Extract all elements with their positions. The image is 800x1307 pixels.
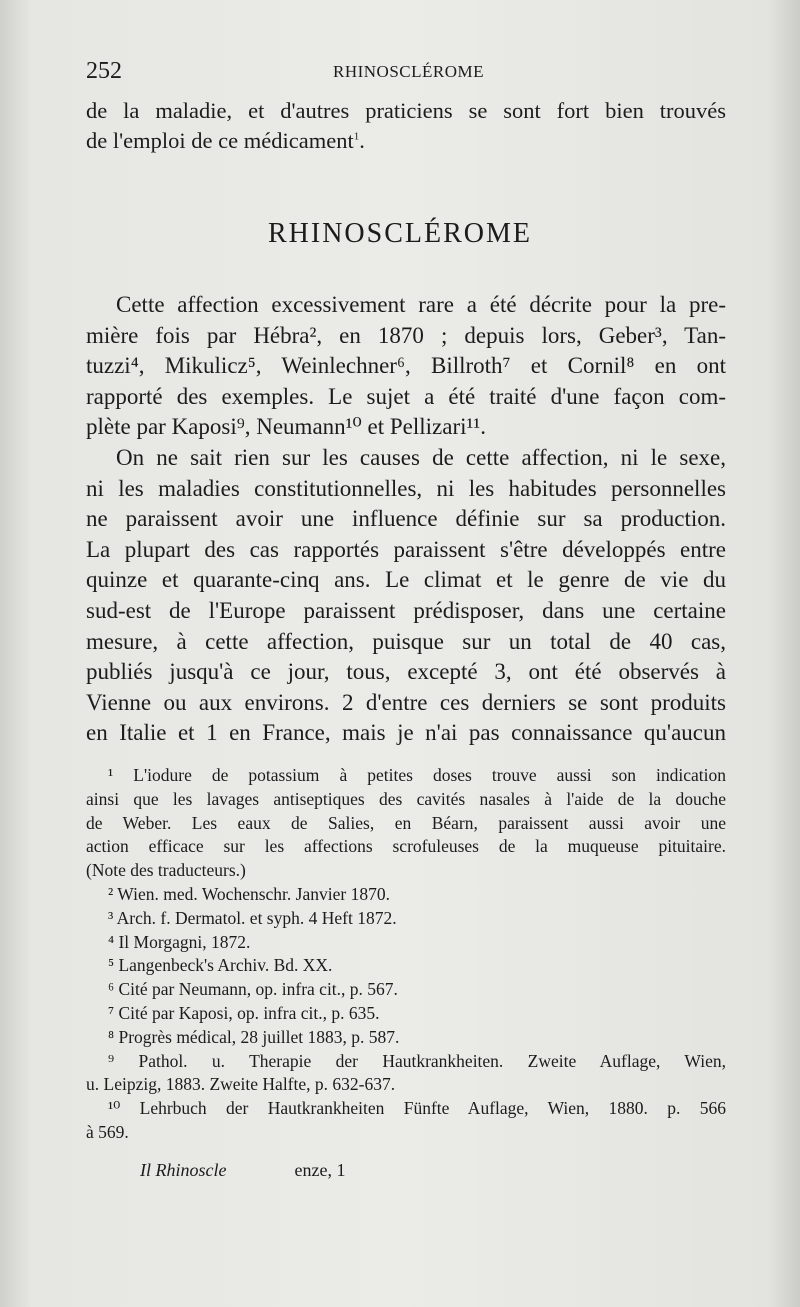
text-line: tuzzi⁴, Mikulicz⁵, Weinlechner⁶, Billroth⁷ et Cornil⁸ en ont xyxy=(86,353,726,379)
footnote-line: ainsi que les lavages antiseptiques des cavités nasales à l'aide de la douche xyxy=(86,788,726,809)
footnote-line: ⁸ Progrès médical, 28 juillet 1883, p. 587. xyxy=(108,1026,400,1047)
text-line: de l'emploi de ce médicament$^1$. xyxy=(86,128,365,153)
footnote-line: ⁵ Langenbeck's Archiv. Bd. XX. xyxy=(108,955,333,976)
text-line: Cette affection excessivement rare a été décrite pour la pre- xyxy=(116,292,726,317)
text-line-content: de l'emploi de ce médicament xyxy=(86,128,354,153)
text-line: de la maladie, et d'autres praticiens se sont fort bien trouvés xyxy=(86,98,726,123)
footnote-line: u. Leipzig, 1883. Zweite Halfte, p. 632-637. xyxy=(86,1074,396,1095)
footnote-line: action efficace sur les affections scrofuleuses de la muqueuse pituitaire. xyxy=(86,836,726,857)
text-line: sud-est de l'Europe paraissent prédisposer, dans une certaine xyxy=(86,597,726,623)
text-line: rapporté des exemples. Le sujet a été traité d'une façon com- xyxy=(86,383,726,409)
footnote-line: ² Wien. med. Wochenschr. Janvier 1870. xyxy=(108,883,390,904)
text-line: plète par Kaposi⁹, Neumann¹⁰ et Pellizari¹¹. xyxy=(86,414,487,440)
footnote-line: ⁴ Il Morgagni, 1872. xyxy=(108,931,251,952)
text-line: quinze et quarante-cinq ans. Le climat et le genre de vie du xyxy=(86,567,726,593)
text-line: publiés jusqu'à ce jour, tous, excepté 3, ont été observés à xyxy=(86,659,726,685)
text-line: Vienne ou aux environs. 2 d'entre ces derniers se sont produits xyxy=(86,689,726,715)
bottom-fragment-left: Il Rhinoscle xyxy=(140,1160,227,1180)
text-line: ni les maladies constitutionnelles, ni les habitudes personnelles xyxy=(86,475,726,501)
page-number: 252 xyxy=(86,58,122,84)
continued-paragraph xyxy=(86,96,726,156)
text-line: La plupart des cas rapportés paraissent s'être développés entre xyxy=(86,536,726,562)
footnote-line: ³ Arch. f. Dermatol. et syph. 4 Heft 1872. xyxy=(108,907,397,928)
footnote-line: ⁷ Cité par Kaposi, op. infra cit., p. 635. xyxy=(108,1002,380,1023)
page-header xyxy=(86,58,726,88)
footnote-line: ⁹ Pathol. u. Therapie der Hautkrankheiten. Zweite Auflage, Wien, xyxy=(108,1050,726,1071)
section-title: RHINOSCLÉROME xyxy=(267,218,532,249)
footnote-line: à 569. xyxy=(86,1121,129,1142)
text-line: mesure, à cette affection, puisque sur un total de 40 cas, xyxy=(86,628,726,654)
footnotes xyxy=(86,764,726,1145)
footnote-line: ¹⁰ Lehrbuch der Hautkrankheiten Fünfte Auflage, Wien, 1880. p. 566 xyxy=(108,1098,726,1119)
section-body xyxy=(86,290,726,749)
footnote-line: ⁶ Cité par Neumann, op. infra cit., p. 567. xyxy=(108,979,398,1000)
bottom-fragment-right: enze, 1 xyxy=(294,1160,346,1180)
text-line: ne paraissent avoir une influence définie sur sa production. xyxy=(86,506,726,532)
footnote-line: ¹ L'iodure de potassium à petites doses trouve aussi son indication xyxy=(108,765,726,785)
text-line: mière fois par Hébra², en 1870 ; depuis lors, Geber³, Tan- xyxy=(86,322,726,348)
running-title: RHINOSCLÉROME xyxy=(333,62,485,81)
text-line: On ne sait rien sur les causes de cette affection, ni le sexe, xyxy=(116,444,726,470)
footnote-line: (Note des traducteurs.) xyxy=(86,860,246,881)
footnote-ref: 1 xyxy=(353,130,360,143)
footnote-line: de Weber. Les eaux de Salies, en Béarn, paraissent aussi avoir une xyxy=(86,812,726,833)
bottom-fragment xyxy=(140,1160,440,1181)
text-line: en Italie et 1 en France, mais je n'ai pas connaissance qu'aucun xyxy=(86,720,726,746)
